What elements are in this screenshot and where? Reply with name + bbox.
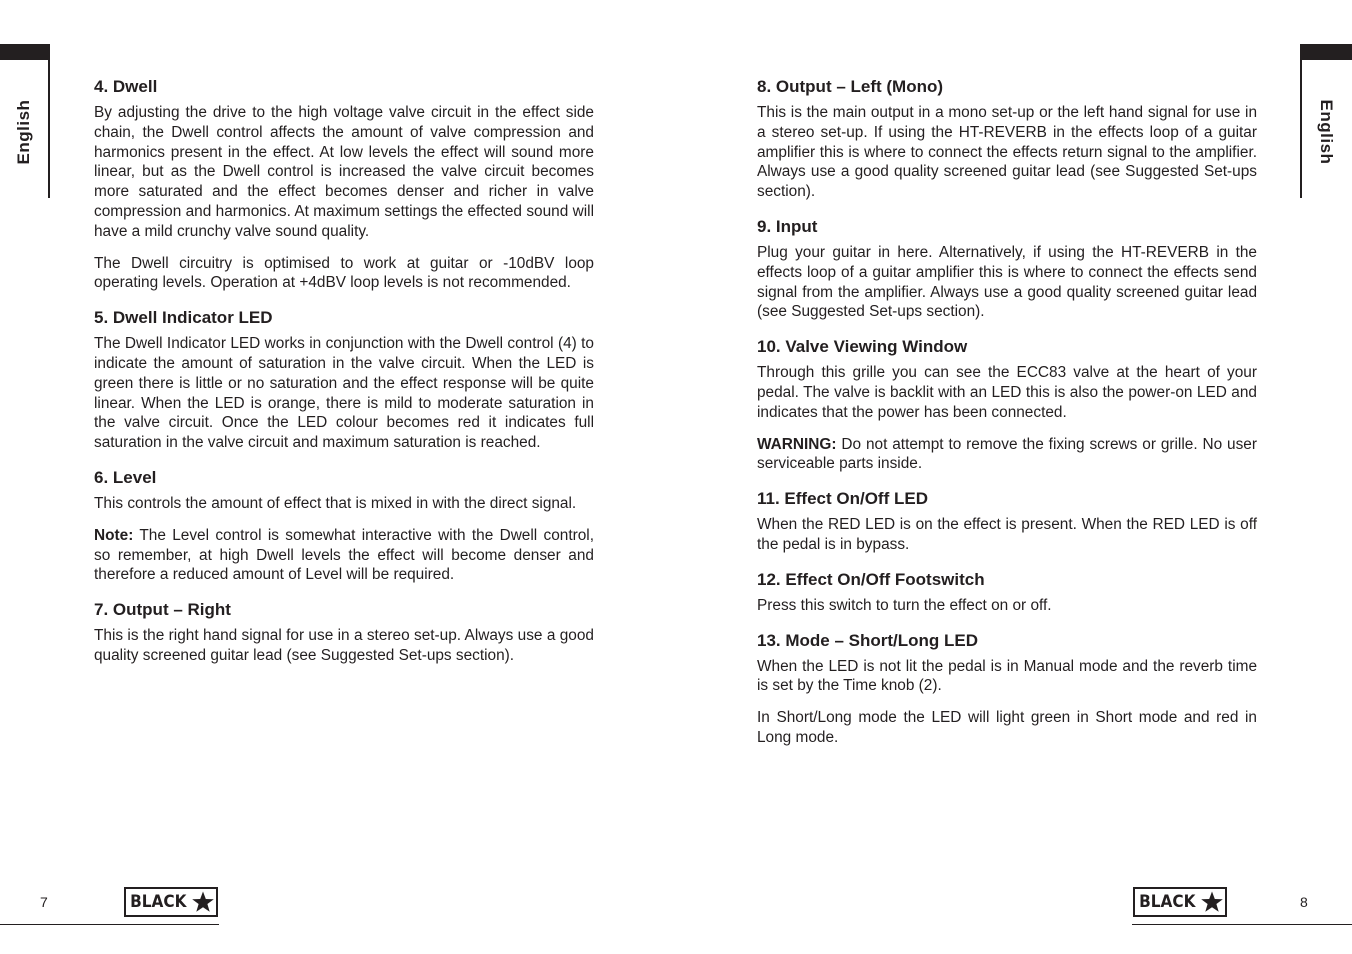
section-valve-viewing-window — [757, 336, 1257, 474]
section-heading: 10. Valve Viewing Window — [757, 337, 968, 357]
footer-rule — [1132, 924, 1352, 925]
section-heading: 4. Dwell — [94, 77, 158, 96]
section-paragraph: When the LED is not lit the pedal is in Manual mode and the reverb time is set by the Time knob (2). — [757, 657, 1257, 695]
section-effect-on-off-footswitch — [757, 569, 1257, 616]
section-heading: 7. Output – Right — [94, 600, 231, 620]
section-level — [94, 467, 594, 585]
section-paragraph: This is the main output in a mono set-up or the left hand signal for use in a stereo set-up. If using the HT-REVERB in the effects loop of a guitar amplifier this is where to connect the effects return signal to the amplifier. Always use a good quality screened guitar lead (see Suggested Set-ups section). — [757, 104, 1257, 201]
logo-text: BLACK — [1138, 892, 1196, 912]
section-paragraph: Press this switch to turn the effect on or off. — [757, 596, 1052, 614]
section-heading: 11. Effect On/Off LED — [757, 489, 928, 509]
section-paragraph: This is the right hand signal for use in a stereo set-up. Always use a good quality screened guitar lead (see Suggested Set-ups section). — [94, 627, 594, 664]
section-paragraph: The Dwell Indicator LED works in conjunction with the Dwell control (4) to indicate the amount of saturation in the valve circuit. When the LED is green there is little or no saturation and the effect response will be quite linear. When the LED is orange, there is mild to moderate saturation in the valve circuit. Once the LED colour becomes red it indicates full saturation in the valve circuit and maximum saturation is reached. — [94, 335, 594, 452]
section-effect-on-off-led — [757, 488, 1257, 555]
section-output-right — [94, 599, 594, 666]
warning-text: Do not attempt to remove the fixing screws or grille. No user serviceable parts inside. — [757, 435, 1257, 473]
language-tab-label: English — [1317, 99, 1336, 165]
language-tab — [0, 44, 50, 198]
warning-paragraph — [757, 435, 1257, 475]
section-paragraph: By adjusting the drive to the high voltage valve circuit in the effect side chain, the Dwell control affects the amount of valve compression and harmonics present in the effect. At low levels the effect will sound more linear, but as the Dwell control is increased the valve circuit becomes more saturated and the effect becomes denser and richer in valve compression and harmonics. At maximum settings the effected sound will have a mild crunchy valve sound quality. — [94, 104, 594, 240]
section-paragraph: Through this grille you can see the ECC83 valve at the heart of your pedal. The valve is backlit with an LED this is also the power-on LED and indicates that the power has been connected. — [757, 364, 1257, 421]
section-paragraph: In Short/Long mode the LED will light green in Short mode and red in Long mode. — [757, 709, 1257, 746]
page-number: 7 — [40, 894, 48, 910]
language-tab — [1300, 44, 1352, 198]
section-heading: 8. Output – Left (Mono) — [757, 77, 944, 96]
note-paragraph — [94, 526, 594, 585]
logo-text: BLACK — [129, 892, 187, 912]
section-output-left-mono — [757, 76, 1257, 202]
brand-logo — [1133, 887, 1227, 917]
footer-rule — [0, 924, 219, 925]
section-heading: 5. Dwell Indicator LED — [94, 308, 273, 328]
left-page-content — [94, 76, 594, 680]
star-icon — [191, 890, 215, 914]
section-paragraph: This controls the amount of effect that is mixed in with the direct signal. — [94, 494, 577, 512]
section-paragraph: Plug your guitar in here. Alternatively, if using the HT-REVERB in the effects loop of a guitar amplifier this is where to connect the effects send signal from the amplifier. Always use a good quality screened guitar lead (see Suggested Set-ups section). — [757, 243, 1257, 321]
section-heading: 13. Mode – Short/Long LED — [757, 630, 979, 650]
section-paragraph: The Dwell circuitry is optimised to work at guitar or -10dBV loop operating levels. Operation at +4dBV loop levels is not recommended. — [94, 254, 594, 292]
star-icon — [1200, 890, 1224, 914]
page-footer — [0, 884, 676, 926]
page-footer — [676, 884, 1352, 926]
section-heading: 9. Input — [757, 216, 818, 236]
note-text: The Level control is somewhat interactive with the Dwell control, so remember, at high Dwell levels the effect will become denser and therefore a reduced amount of Level will be required. — [94, 526, 594, 584]
section-heading: 12. Effect On/Off Footswitch — [757, 569, 985, 589]
section-dwell-indicator-led — [94, 307, 594, 453]
brand-logo — [124, 887, 218, 917]
section-paragraph: When the RED LED is on the effect is present. When the RED LED is off the pedal is in bypass. — [757, 516, 1257, 553]
language-tab-label: English — [14, 99, 33, 165]
note-label: Note: — [94, 526, 134, 544]
section-input — [757, 216, 1257, 322]
section-dwell — [94, 76, 594, 293]
right-page — [676, 0, 1352, 954]
section-mode-short-long-led — [757, 630, 1257, 748]
right-page-content — [757, 76, 1257, 762]
section-heading: 6. Level — [94, 467, 157, 487]
page-number: 8 — [1300, 894, 1308, 910]
warning-label: WARNING: — [757, 435, 837, 453]
